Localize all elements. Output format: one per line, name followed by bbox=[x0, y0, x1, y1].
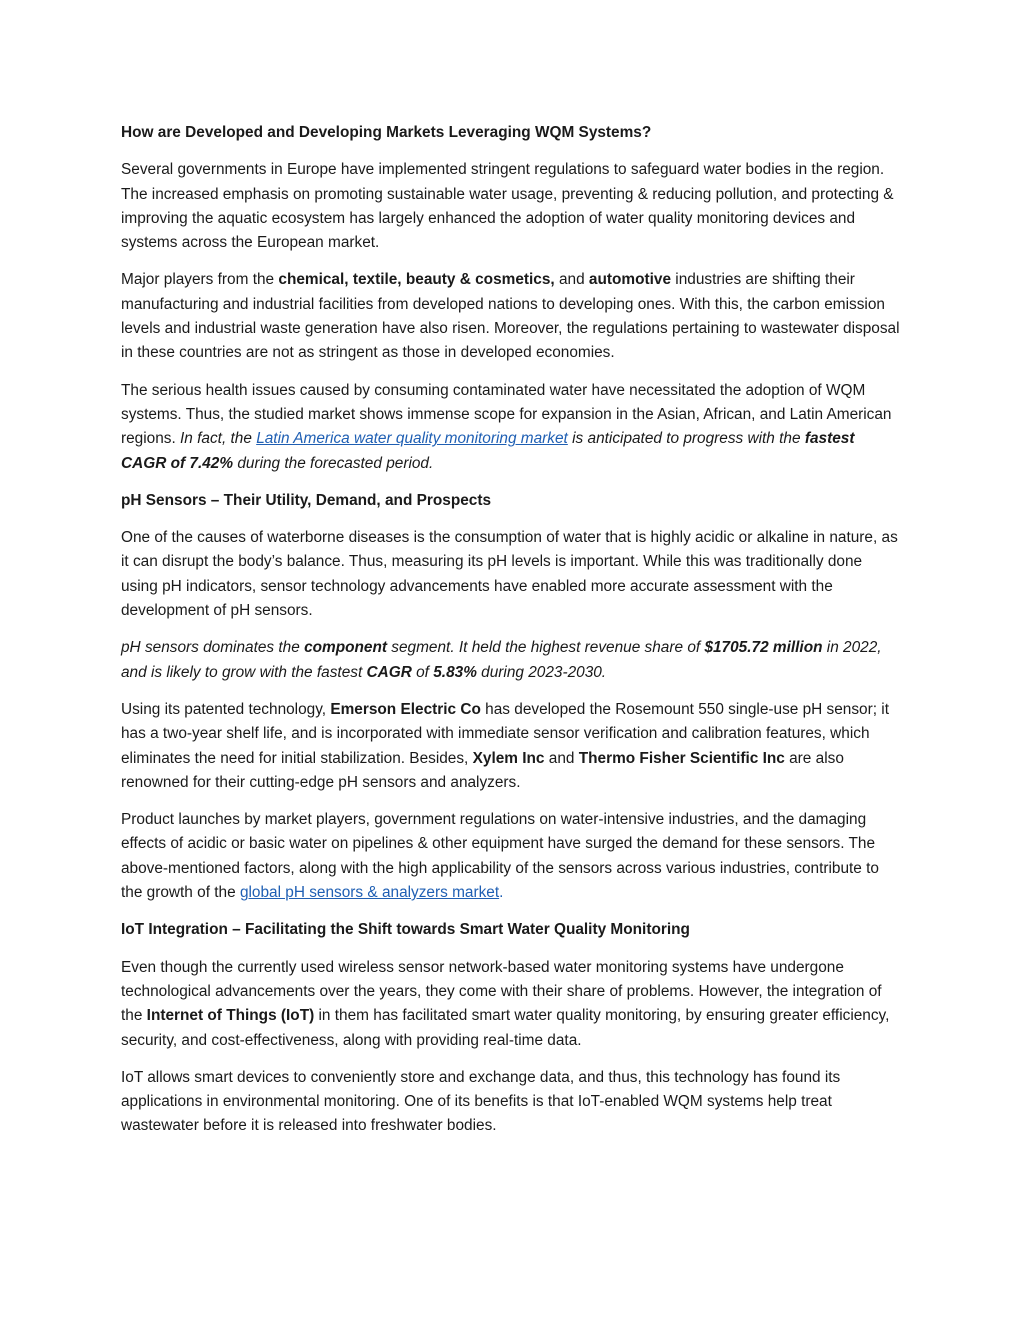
paragraph-health-issues bbox=[121, 379, 903, 476]
document-body bbox=[121, 121, 903, 1152]
bold-automotive: automotive bbox=[588, 271, 672, 289]
paragraph-waterborne-diseases: One of the causes of waterborne diseases is the consumption of water that is highly acidic or alkaline in nature, as it can disrupt the body’s balance. Thus, measuring its pH levels is important. While this was traditionally done using pH indicators, sensor technology advancements have enabled more accurate assessment with the development of pH sensors. bbox=[121, 529, 898, 620]
text-run: and bbox=[554, 271, 589, 289]
bold-emerson: Emerson Electric Co bbox=[330, 700, 481, 718]
bold-italic-cagr-value: 5.83% bbox=[433, 663, 477, 681]
text-run: Even though the currently used wireless sensor network-based water monitoring systems have undergone technological advancements over the years, they come with their share of problems. However, the integration of the bbox=[121, 958, 882, 1025]
text-run: are also renowned for their cutting-edge pH sensors and analyzers. bbox=[121, 749, 844, 791]
section-heading-iot: IoT Integration – Facilitating the Shift towards Smart Water Quality Monitoring bbox=[121, 921, 690, 939]
paragraph-emerson bbox=[121, 698, 903, 795]
italic-run: pH sensors dominates the bbox=[121, 639, 305, 657]
text-run: has developed the Rosemount 550 single-use pH sensor; it has a two-year shelf life, and is incorporated with immediate sensor verification and calibration features, which eliminates the need for initial stabilization. Besides, bbox=[121, 700, 889, 767]
latin-america-market-link[interactable]: Latin America water quality monitoring market bbox=[256, 430, 568, 448]
italic-run: segment. It held the highest revenue share of bbox=[387, 639, 705, 657]
italic-run: during 2023-2030. bbox=[476, 663, 607, 681]
bold-thermo-fisher: Thermo Fisher Scientific Inc bbox=[578, 749, 785, 767]
bold-italic-component: component bbox=[304, 639, 388, 657]
italic-run: of bbox=[411, 663, 434, 681]
text-run: Product launches by market players, government regulations on water-intensive industries, and the damaging effects of acidic or basic water on pipelines & other equipment have surged the demand for these sensors. The above-mentioned factors, along with the high applicability of the sensors across various industries, contribute to the growth of the bbox=[121, 811, 879, 902]
bold-italic-revenue: $1705.72 million bbox=[704, 639, 823, 657]
bold-italic-cagr-label: CAGR bbox=[366, 663, 412, 681]
paragraph-ph-component-share bbox=[121, 636, 903, 685]
italic-run: in 2022, and is likely to grow with the fastest bbox=[121, 639, 882, 681]
italic-run: during the forecasted period. bbox=[233, 454, 434, 472]
text-run: in them has facilitated smart water quality monitoring, by ensuring greater efficiency, security, and cost-effectiveness, along with providing real-time data. bbox=[121, 1007, 890, 1049]
paragraph-iot-smart-devices: IoT allows smart devices to conveniently store and exchange data, and thus, this technology has found its applications in environmental monitoring. One of its benefits is that IoT-enabled WQM systems help treat wastewater before it is released into freshwater bodies. bbox=[121, 1068, 841, 1135]
section-heading-ph-sensors: pH Sensors – Their Utility, Demand, and Prospects bbox=[121, 491, 492, 509]
bold-italic-cagr: fastest CAGR of 7.42% bbox=[121, 430, 855, 472]
italic-run: is anticipated to progress with the bbox=[567, 430, 805, 448]
paragraph-europe-regulations: Several governments in Europe have implemented stringent regulations to safeguard water bodies in the region. The increased emphasis on promoting sustainable water usage, preventing & reducing pollution, and protecting & improving the aquatic ecosystem has largely enhanced the adoption of water quality monitoring devices and systems across the European market. bbox=[121, 161, 894, 252]
text-run: Major players from the bbox=[121, 271, 279, 289]
text-run: Using its patented technology, bbox=[121, 700, 331, 718]
italic-run: In fact, the bbox=[180, 430, 257, 448]
text-run: and bbox=[544, 749, 579, 767]
section-heading-wqm-markets: How are Developed and Developing Markets Leveraging WQM Systems? bbox=[121, 124, 652, 141]
bold-xylem: Xylem Inc bbox=[472, 749, 545, 767]
paragraph-product-launches bbox=[121, 808, 903, 905]
text-run: . bbox=[499, 884, 504, 902]
paragraph-major-players bbox=[121, 268, 903, 365]
bold-iot: Internet of Things (IoT) bbox=[146, 1007, 315, 1025]
paragraph-wireless-sensor bbox=[121, 956, 903, 1053]
text-run: industries are shifting their manufacturing and industrial facilities from developed nations to developing ones. With this, the carbon emission levels and industrial waste generation have also risen. Moreover, the regulations pertaining to wastewater disposal in these countries are not as stringent as those in developed economies. bbox=[121, 271, 900, 362]
bold-industries: chemical, textile, beauty & cosmetics, bbox=[278, 271, 555, 289]
text-run: The serious health issues caused by consuming contaminated water have necessitated the adoption of WQM systems. Thus, the studied market shows immense scope for expansion in the Asian, African, and Latin American regions. bbox=[121, 381, 892, 448]
ph-sensors-market-link[interactable]: global pH sensors & analyzers market bbox=[239, 884, 500, 902]
